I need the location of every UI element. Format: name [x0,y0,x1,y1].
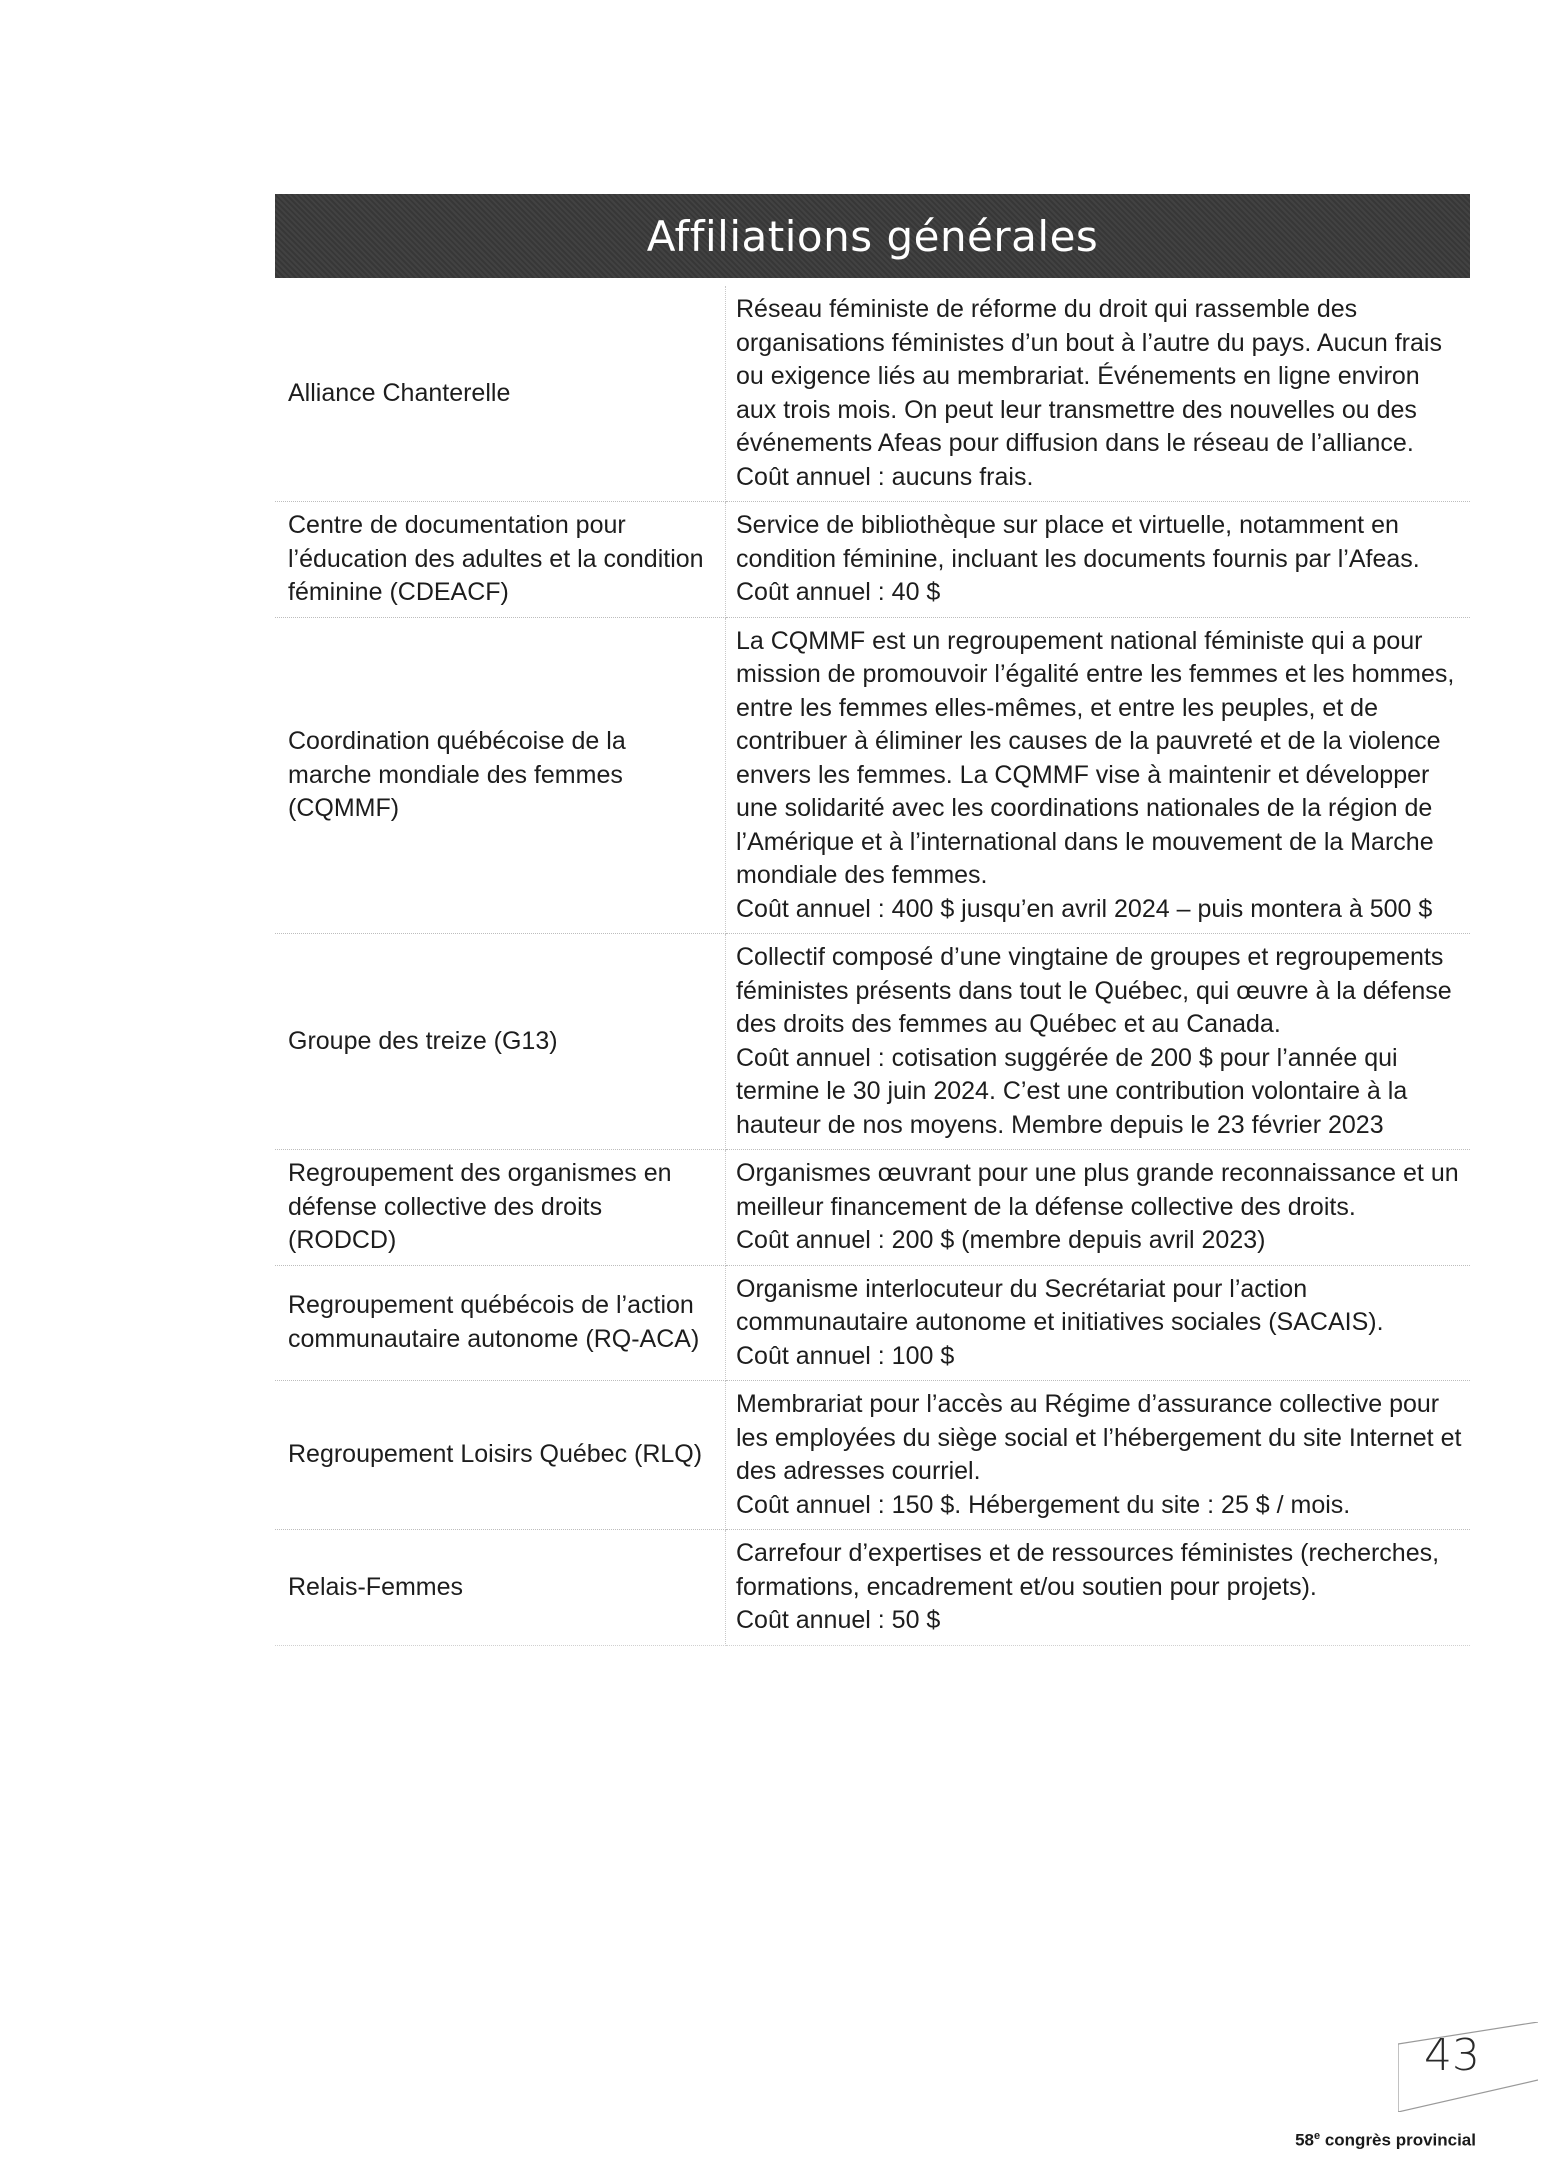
affiliation-details [726,934,1471,1150]
affiliation-cost: Coût annuel : aucuns frais. [736,462,1034,491]
affiliation-name: Alliance Chanterelle [275,286,726,502]
affiliation-row [275,934,1470,1150]
affiliation-description: Collectif composé d’une vingtaine de groupes et regroupements féministes présents dans tout le Québec, qui œuvre à la défense des droits des femmes au Québec et au Canada. [736,943,1452,1038]
affiliation-name: Relais-Femmes [275,1530,726,1646]
affiliation-name: Groupe des treize (G13) [275,934,726,1150]
page-title: Affiliations générales [646,211,1099,261]
affiliation-row [275,1150,1470,1266]
affiliation-description: Organismes œuvrant pour une plus grande reconnaissance et un meilleur financement de la défense collective des droits. [736,1159,1459,1221]
affiliation-details [726,286,1471,502]
footer-number: 58 [1295,2130,1314,2150]
affiliation-cost: Coût annuel : cotisation suggérée de 200 $ pour l’année qui termine le 30 juin 2024. C’est une contribution volontaire à la hauteur de nos moyens. Membre depuis le 23 février 2023 [736,1043,1408,1139]
footer-suffix: e [1313,2130,1321,2142]
affiliation-cost: Coût annuel : 400 $ jusqu’en avril 2024 – puis montera à 500 $ [736,894,1433,923]
affiliation-details [726,1381,1471,1530]
affiliation-row [275,286,1470,502]
affiliation-cost: Coût annuel : 100 $ [736,1341,955,1370]
affiliation-description: Carrefour d’expertises et de ressources féministes (recherches, formations, encadrement et/ou soutien pour projets). [736,1539,1440,1601]
affiliation-cost: Coût annuel : 150 $. Hébergement du site : 25 $ / mois. [736,1490,1351,1519]
affiliation-row [275,1265,1470,1381]
affiliation-name: Regroupement Loisirs Québec (RLQ) [275,1381,726,1530]
affiliation-details [726,502,1471,618]
affiliation-row [275,617,1470,934]
affiliation-row [275,1530,1470,1646]
affiliation-details [726,1265,1471,1381]
affiliation-cost: Coût annuel : 40 $ [736,578,941,606]
affiliation-cost: Coût annuel : 50 $ [736,1606,941,1634]
affiliation-description: Organisme interlocuteur du Secrétariat pour l’action communautaire autonome et initiatives sociales (SACAIS). [736,1274,1384,1336]
affiliation-description: Membrariat pour l’accès au Régime d’assurance collective pour les employées du siège social et l’hébergement du site Internet et des adresses courriel. [736,1390,1462,1485]
affiliation-details [726,617,1471,934]
affiliations-table [275,286,1470,1646]
affiliation-row [275,502,1470,618]
affiliation-name: Regroupement québécois de l’action communautaire autonome (RQ-ACA) [275,1265,726,1381]
affiliation-description: Réseau féministe de réforme du droit qui rassemble des organisations féministes d’un bout à l’autre du pays. Aucun frais ou exigence liés au membrariat. Événements en ligne environ aux trois mois. On peut leur transmettre des nouvelles ou des événements Afeas pour diffusion dans le réseau de l’alliance. [736,295,1442,457]
affiliation-description: Service de bibliothèque sur place et virtuelle, notamment en condition féminine, incluant les documents fournis par l’Afeas. [736,511,1420,573]
affiliation-name: Coordination québécoise de la marche mondiale des femmes (CQMMF) [275,617,726,934]
page-number: 43 [1424,2030,1480,2081]
footer-congress [1295,2130,1476,2151]
affiliation-row [275,1381,1470,1530]
affiliation-details [726,1530,1471,1646]
affiliation-name: Regroupement des organismes en défense collective des droits (RODCD) [275,1150,726,1266]
affiliation-name: Centre de documentation pour l’éducation des adultes et la condition féminine (CDEACF) [275,502,726,618]
footer-text: congrès provincial [1320,2130,1476,2150]
affiliation-description: La CQMMF est un regroupement national féministe qui a pour mission de promouvoir l’égalité entre les femmes et les hommes, entre les femmes elles-mêmes, et entre les peuples, et de contribuer à éliminer les causes de la pauvreté et de la violence envers les femmes. La CQMMF vise à maintenir et développer une solidarité avec les coordinations nationales de la région de l’Amérique et à l’international dans le mouvement de la Marche mondiale des femmes. [736,626,1455,889]
title-banner [275,194,1470,278]
affiliation-details [726,1150,1471,1266]
affiliations-table-body [275,286,1470,1645]
affiliation-cost: Coût annuel : 200 $ (membre depuis avril 2023) [736,1226,1266,1254]
